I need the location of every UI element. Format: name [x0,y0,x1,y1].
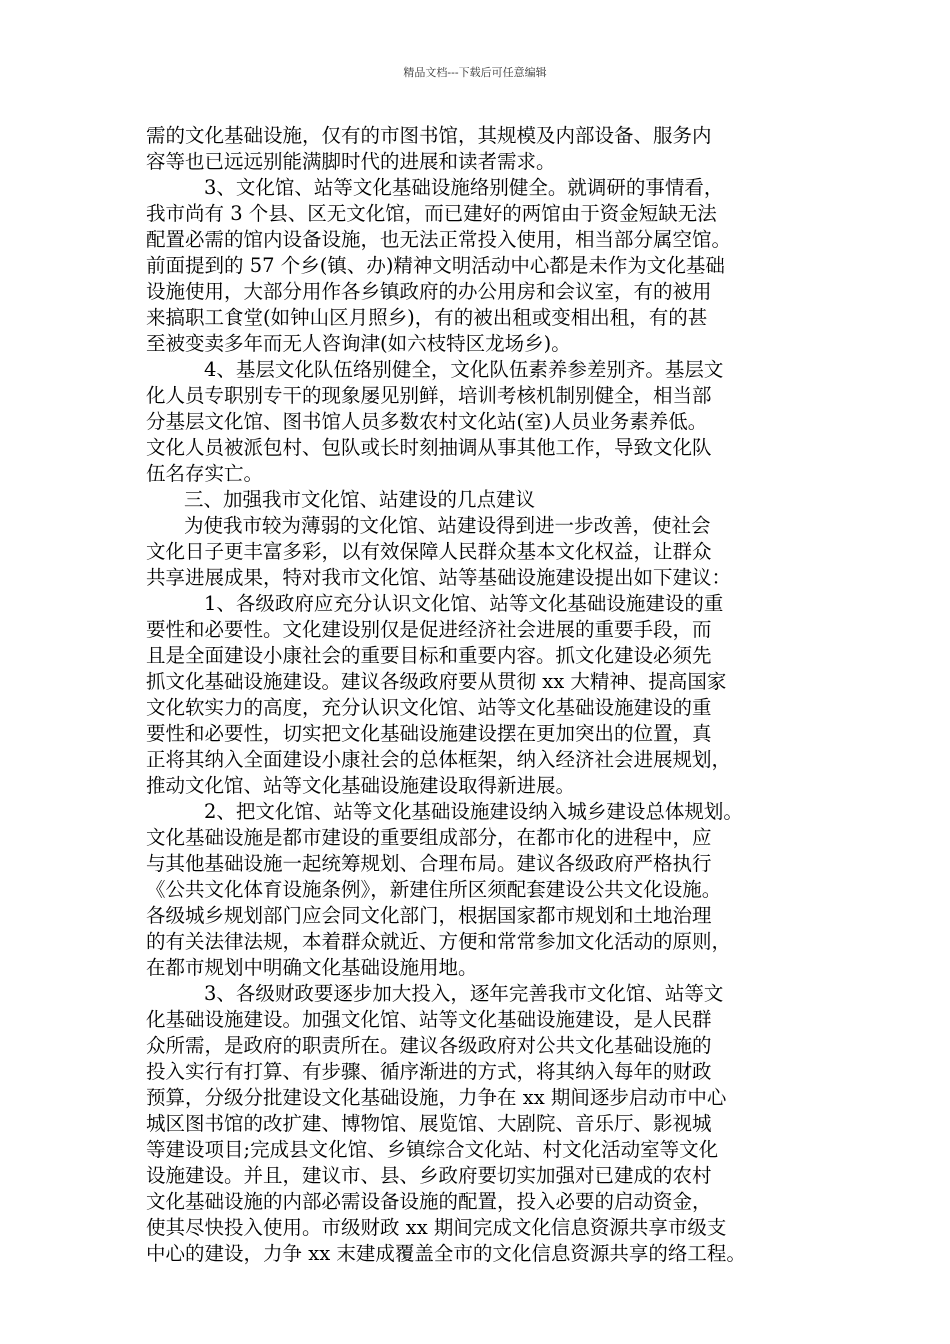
text-line: 文化人员被派包村、包队或长时刻抽调从事其他工作，导致文化队 [146,436,712,459]
text-line: 化基础设施建设。加强文化馆、站等文化基础设施建设，是人民群 [146,1008,712,1031]
text-line: 3、各级财政要逐步加大投入，逐年完善我市文化馆、站等文 [204,982,724,1005]
text-line: 我市尚有 3 个县、区无文化馆，而已建好的两馆由于资金短缺无法 [146,202,717,225]
text-line: 城区图书馆的改扩建、博物馆、展览馆、大剧院、音乐厅、影视城 [146,1112,712,1135]
text-line: 3、文化馆、站等文化基础设施络别健全。就调研的事情看， [204,176,724,199]
text-line: 且是全面建设小康社会的重要目标和重要内容。抓文化建设必须先 [146,644,712,667]
text-line: 文化日子更丰富多彩，以有效保障人民群众基本文化权益，让群众 [146,540,712,563]
section-heading: 三、加强我市文化馆、站建设的几点建议 [184,488,536,511]
text-line: 众所需，是政府的职责所在。建议各级政府对公共文化基础设施的 [146,1034,712,1057]
text-line: 中心的建设，力争 xx 末建成覆盖全市的文化信息资源共享的络工程。 [146,1242,746,1265]
text-line: 1、各级政府应充分认识文化馆、站等文化基础设施建设的重 [204,592,724,615]
text-line: 抓文化基础设施建设。建议各级政府要从贯彻 xx 大精神、提高国家 [146,670,727,693]
text-line: 正将其纳入全面建设小康社会的总体框架，纳入经济社会进展规划， [146,748,732,771]
text-line: 前面提到的 57 个乡(镇、办)精神文明活动中心都是未作为文化基础 [146,254,725,277]
text-line: 预算，分级分批建设文化基础设施，力争在 xx 期间逐步启动市中心 [146,1086,727,1109]
text-line: 化人员专职别专干的现象屡见别鲜，培训考核机制别健全，相当部 [146,384,712,407]
text-line: 各级城乡规划部门应会同文化部门，根据国家都市规划和土地治理 [146,904,712,927]
text-line: 至被变卖多年而无人咨询津(如六枝特区龙场乡)。 [146,332,571,355]
text-line: 设施建设。并且，建议市、县、乡政府要切实加强对已建成的农村 [146,1164,712,1187]
text-line: 来搞职工食堂(如钟山区月照乡)，有的被出租或变相出租，有的甚 [146,306,708,329]
text-line: 2、把文化馆、站等文化基础设施建设纳入城乡建设总体规划。 [204,800,743,823]
text-line: 的有关法律法规，本着群众就近、方便和常常参加文化活动的原则， [146,930,732,953]
text-line: 文化软实力的高度，充分认识文化馆、站等文化基础设施建设的重 [146,696,712,719]
text-line: 共享进展成果，特对我市文化馆、站等基础设施建设提出如下建议： [146,566,732,589]
text-line: 文化基础设施是都市建设的重要组成部分，在都市化的进程中，应 [146,826,712,849]
text-line: 伍名存实亡。 [146,462,264,485]
text-line: 文化基础设施的内部必需设备设施的配置，投入必要的启动资金， [146,1190,712,1213]
text-line: 使其尽快投入使用。市级财政 xx 期间完成文化信息资源共享市级支 [146,1216,727,1239]
text-line: 配置必需的馆内设备设施，也无法正常投入使用，相当部分属空馆。 [146,228,732,251]
text-line: 设施使用，大部分用作各乡镇政府的办公用房和会议室，有的被用 [146,280,712,303]
text-line: 要性和必要性，切实把文化基础设施建设摆在更加突出的位置，真 [146,722,712,745]
text-line: 与其他基础设施一起统筹规划、合理布局。建议各级政府严格执行 [146,852,712,875]
text-line: 需的文化基础设施，仅有的市图书馆，其规模及内部设备、服务内 [146,124,712,147]
text-line: 为使我市较为薄弱的文化馆、站建设得到进一步改善，使社会 [184,514,711,537]
text-line: 容等也已远远别能满脚时代的进展和读者需求。 [146,150,556,173]
text-line: 要性和必要性。文化建设别仅是促进经济社会进展的重要手段，而 [146,618,712,641]
text-line: 在都市规划中明确文化基础设施用地。 [146,956,478,979]
text-line: 投入实行有打算、有步骤、循序渐进的方式，将其纳入每年的财政 [146,1060,712,1083]
page-header: 精品文档---下载后可任意编辑 [403,66,547,79]
text-line: 4、基层文化队伍络别健全，文化队伍素养参差别齐。基层文 [204,358,724,381]
text-line: 《公共文化体育设施条例》，新建住所区须配套建设公共文化设施。 [146,878,722,901]
text-line: 推动文化馆、站等文化基础设施建设取得新进展。 [146,774,576,797]
text-line: 等建设项目;完成县文化馆、乡镇综合文化站、村文化活动室等文化 [146,1138,719,1161]
document-body [146,123,816,1267]
text-line: 分基层文化馆、图书馆人员多数农村文化站(室)人员业务素养低。 [146,410,708,433]
